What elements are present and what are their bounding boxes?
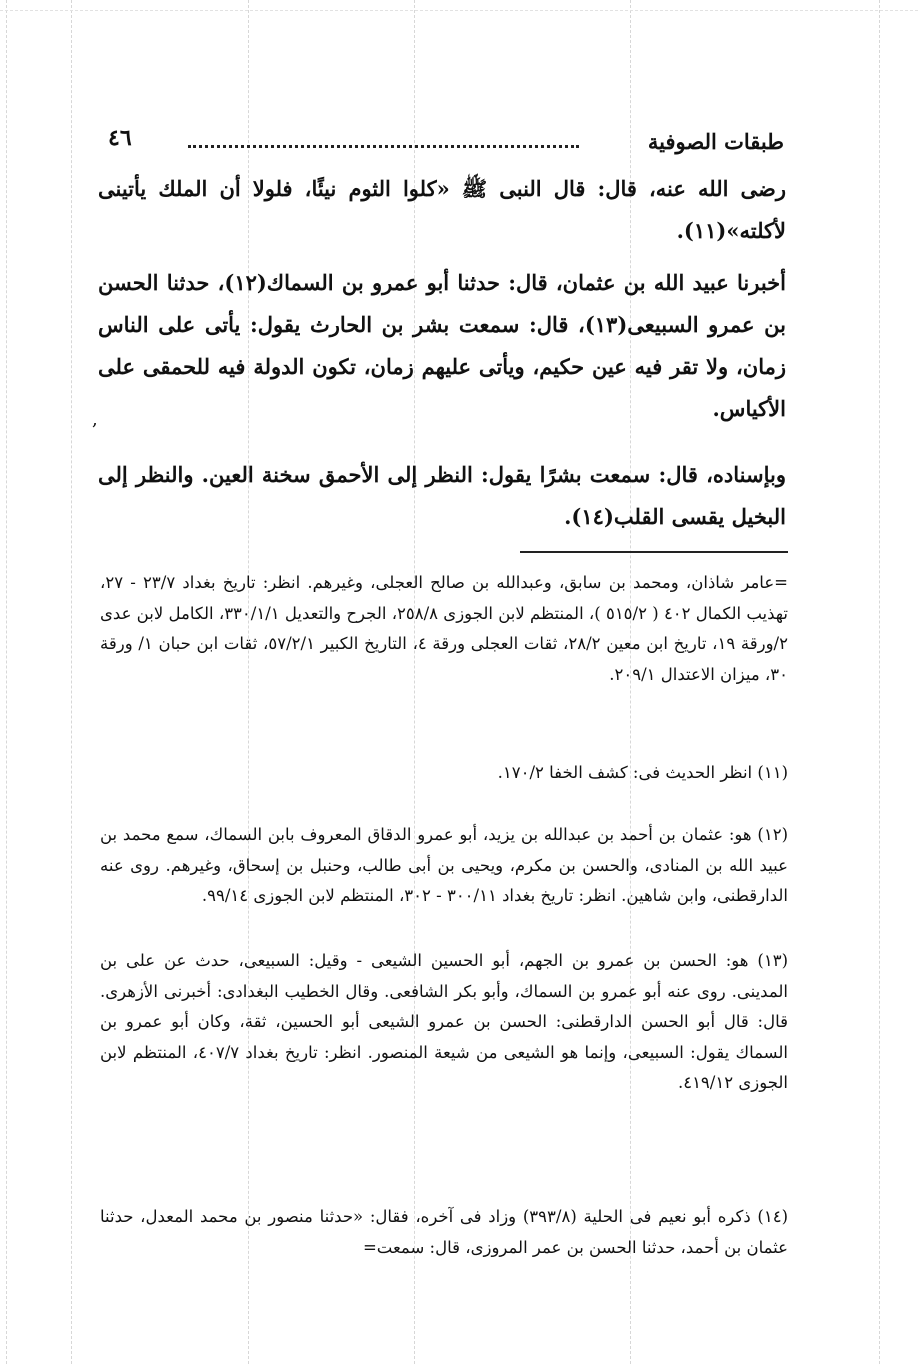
paragraph-text: أخبرنا عبيد الله بن عثمان، قال: حدثنا أبو عمرو بن السماك(١٢)، حدثنا الحسن بن عمرو السبيعى(١٣)، قال: سمعت بشر بن الحارث يقول: يأتى على الناس زمان، ولا تقر فيه عين حكيم، ويأتى عليهم زمان، تكون الدولة فيه للحمقى على الأكياس. xyxy=(98,270,786,421)
main-paragraph-1 xyxy=(98,168,786,252)
scan-guide-line xyxy=(879,0,880,1364)
running-header xyxy=(108,125,784,165)
scan-speck: , xyxy=(92,409,98,430)
scan-guide-line xyxy=(0,10,918,11)
page-number: ٤٦ xyxy=(108,125,132,151)
paragraph-text: رضى الله عنه، قال: قال النبى ﷺ «كلوا الثوم نيئًا، فلولا أن الملك يأتينى لأكلته»(١١). xyxy=(98,176,786,243)
main-paragraph-2 xyxy=(98,262,786,430)
paragraph-text: وبإسناده، قال: سمعت بشرًا يقول: النظر إلى الأحمق سخنة العين. والنظر إلى البخيل يقسى القلب(١٤). xyxy=(98,462,786,529)
footnote-12: (١٢) هو: عثمان بن أحمد بن عبدالله بن يزيد، أبو عمرو الدقاق المعروف بابن السماك، سمع محمد بن عبيد الله بن المنادى، والحسن بن مكرم، ويحيى بن أبى طالب، وحنبل بن إسحاق، وغيرهم. روى عنه الدارقطنى، وابن شاهين. انظر: تاريخ بغداد ٣٠٠/١١ - ٣٠٢، المنتظم لابن الجوزى ٩٩/١٤. xyxy=(100,825,788,905)
footnote-11: (١١) انظر الحديث فى: كشف الخفا ١٧٠/٢. xyxy=(497,763,788,782)
header-leader-dots xyxy=(188,145,579,148)
footnote-14: (١٤) ذكره أبو نعيم فى الحلية (٣٩٣/٨) وزاد فى آخره، فقال: «حدثنا منصور بن محمد المعدل، حدثنا عثمان بن أحمد، حدثنا الحسن بن عمر المروزى، قال: سمعت= xyxy=(100,1207,788,1257)
main-paragraph-3 xyxy=(98,454,786,538)
footnote-13: (١٣) هو: الحسن بن عمرو بن الجهم، أبو الحسين الشيعى - وقيل: السبيعى، حدث عن على بن المدينى. روى عنه أبو عمرو بن السماك، وأبو بكر الشافعى. وقال الخطيب البغدادى: أخبرنى الأزهرى. قال: قال أبو الحسن الدارقطنى: الحسن بن عمرو الشيعى أبو الحسين، ثقة، وكان أبو عمرو بن السماك يقول: السبيعى، وإنما هو الشيعى من شيعة المنصور. انظر: تاريخ بغداد ٤٠٧/٧، المنتظم لابن الجوزى ٤١٩/١٢. xyxy=(100,951,788,1092)
book-title: طبقات الصوفية xyxy=(647,129,784,154)
scan-guide-line xyxy=(6,0,7,1364)
footnote-separator xyxy=(520,551,788,553)
footnote-continuation: =عامر شاذان، ومحمد بن سابق، وعبدالله بن صالح العجلى، وغيرهم. انظر: تاريخ بغداد ٢٣/٧ - ٢٧، تهذيب الكمال ٤٠٢ ( ٥١٥/٢ )، المنتظم لابن الجوزى ٢٥٨/٨، الجرح والتعديل ٣٣٠/١/١، الكامل لابن عدى ٢/ورقة ١٩، تاريخ ابن معين ٢٨/٢، ثقات العجلى ورقة ٤، التاريخ الكبير ٥٧/٢/١، ثقات ابن حبان ١/ ورقة ٣٠، ميزان الاعتدال ٢٠٩/١. xyxy=(100,573,788,684)
scan-guide-line xyxy=(71,0,72,1364)
